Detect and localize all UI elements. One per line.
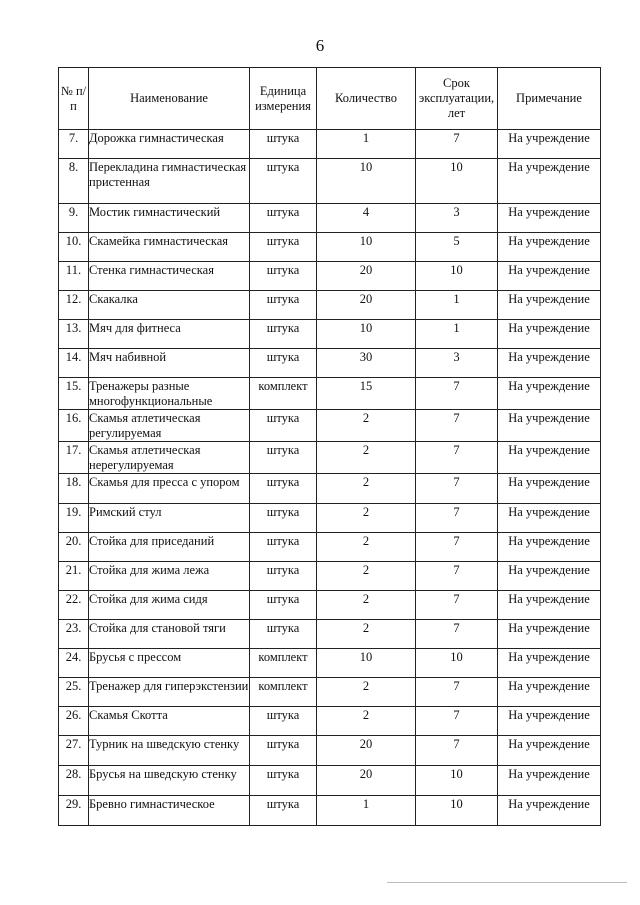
- cell-row-number: 28.: [59, 766, 89, 796]
- cell-service-life: 7: [416, 130, 498, 159]
- cell-row-number: 26.: [59, 707, 89, 736]
- table-row: [59, 766, 601, 796]
- table-row: [59, 649, 601, 678]
- table-row: [59, 378, 601, 410]
- cell-note: На учреждение: [498, 159, 601, 204]
- footer-divider: [387, 882, 627, 883]
- cell-quantity: 2: [317, 533, 416, 562]
- table-row: [59, 159, 601, 204]
- cell-unit: штука: [250, 562, 317, 591]
- cell-row-number: 20.: [59, 533, 89, 562]
- cell-service-life: 1: [416, 320, 498, 349]
- table-row: [59, 796, 601, 826]
- cell-service-life: 3: [416, 349, 498, 378]
- column-header-service-life: Срок эксплуатации, лет: [416, 68, 498, 130]
- cell-row-number: 13.: [59, 320, 89, 349]
- cell-unit: штука: [250, 233, 317, 262]
- cell-row-number: 8.: [59, 159, 89, 204]
- cell-unit: штука: [250, 130, 317, 159]
- cell-row-number: 9.: [59, 204, 89, 233]
- table-row: [59, 349, 601, 378]
- table-row: [59, 233, 601, 262]
- cell-unit: штука: [250, 474, 317, 504]
- cell-service-life: 10: [416, 796, 498, 826]
- cell-unit: штука: [250, 262, 317, 291]
- column-header-quantity: Количество: [317, 68, 416, 130]
- table-row: [59, 130, 601, 159]
- cell-note: На учреждение: [498, 796, 601, 826]
- cell-row-number: 7.: [59, 130, 89, 159]
- cell-quantity: 15: [317, 378, 416, 410]
- cell-note: На учреждение: [498, 766, 601, 796]
- cell-unit: штука: [250, 620, 317, 649]
- cell-note: На учреждение: [498, 533, 601, 562]
- cell-row-number: 21.: [59, 562, 89, 591]
- cell-unit: штука: [250, 707, 317, 736]
- table-row: [59, 291, 601, 320]
- cell-row-number: 18.: [59, 474, 89, 504]
- cell-item-name: Перекладина гимнастическая пристенная: [89, 159, 250, 204]
- cell-quantity: 2: [317, 442, 416, 474]
- cell-item-name: Римский стул: [89, 504, 250, 533]
- cell-service-life: 7: [416, 533, 498, 562]
- cell-unit: штука: [250, 591, 317, 620]
- cell-note: На учреждение: [498, 291, 601, 320]
- cell-quantity: 2: [317, 620, 416, 649]
- cell-unit: комплект: [250, 378, 317, 410]
- table-row: [59, 533, 601, 562]
- cell-row-number: 14.: [59, 349, 89, 378]
- table-row: [59, 204, 601, 233]
- cell-quantity: 10: [317, 649, 416, 678]
- cell-note: На учреждение: [498, 130, 601, 159]
- cell-row-number: 25.: [59, 678, 89, 707]
- cell-quantity: 4: [317, 204, 416, 233]
- cell-item-name: Мяч для фитнеса: [89, 320, 250, 349]
- cell-quantity: 10: [317, 233, 416, 262]
- column-header-note: Примечание: [498, 68, 601, 130]
- cell-note: На учреждение: [498, 562, 601, 591]
- cell-item-name: Тренажер для гиперэкстензии: [89, 678, 250, 707]
- cell-quantity: 2: [317, 562, 416, 591]
- cell-row-number: 24.: [59, 649, 89, 678]
- cell-quantity: 2: [317, 678, 416, 707]
- cell-item-name: Скамья атлетическая регулируемая: [89, 410, 250, 442]
- cell-unit: штука: [250, 504, 317, 533]
- cell-note: На учреждение: [498, 349, 601, 378]
- cell-item-name: Брусья на шведскую стенку: [89, 766, 250, 796]
- cell-note: На учреждение: [498, 320, 601, 349]
- cell-note: На учреждение: [498, 474, 601, 504]
- column-header-number: № п/п: [59, 68, 89, 130]
- cell-item-name: Стойка для приседаний: [89, 533, 250, 562]
- table-row: [59, 736, 601, 766]
- cell-quantity: 2: [317, 410, 416, 442]
- cell-unit: штука: [250, 204, 317, 233]
- cell-unit: комплект: [250, 649, 317, 678]
- cell-service-life: 10: [416, 262, 498, 291]
- cell-service-life: 7: [416, 410, 498, 442]
- cell-quantity: 2: [317, 707, 416, 736]
- cell-service-life: 7: [416, 474, 498, 504]
- cell-item-name: Скамья атлетическая нерегулируемая: [89, 442, 250, 474]
- cell-note: На учреждение: [498, 410, 601, 442]
- cell-item-name: Мостик гимнастический: [89, 204, 250, 233]
- table-row: [59, 678, 601, 707]
- cell-service-life: 1: [416, 291, 498, 320]
- cell-service-life: 10: [416, 159, 498, 204]
- cell-unit: штука: [250, 349, 317, 378]
- cell-item-name: Скакалка: [89, 291, 250, 320]
- cell-service-life: 7: [416, 620, 498, 649]
- cell-unit: комплект: [250, 678, 317, 707]
- cell-item-name: Скамейка гимнастическая: [89, 233, 250, 262]
- cell-service-life: 7: [416, 678, 498, 707]
- cell-quantity: 2: [317, 474, 416, 504]
- cell-row-number: 16.: [59, 410, 89, 442]
- cell-note: На учреждение: [498, 442, 601, 474]
- cell-item-name: Дорожка гимнастическая: [89, 130, 250, 159]
- cell-service-life: 7: [416, 736, 498, 766]
- cell-note: На учреждение: [498, 504, 601, 533]
- cell-row-number: 10.: [59, 233, 89, 262]
- cell-unit: штука: [250, 410, 317, 442]
- cell-row-number: 19.: [59, 504, 89, 533]
- cell-quantity: 20: [317, 262, 416, 291]
- cell-quantity: 20: [317, 766, 416, 796]
- cell-item-name: Турник на шведскую стенку: [89, 736, 250, 766]
- cell-service-life: 7: [416, 504, 498, 533]
- table-header-row: [59, 68, 601, 130]
- cell-note: На учреждение: [498, 678, 601, 707]
- cell-note: На учреждение: [498, 591, 601, 620]
- cell-service-life: 10: [416, 766, 498, 796]
- cell-service-life: 10: [416, 649, 498, 678]
- cell-row-number: 11.: [59, 262, 89, 291]
- column-header-name: Наименование: [89, 68, 250, 130]
- page-number: 6: [315, 36, 325, 55]
- table-row: [59, 562, 601, 591]
- cell-note: На учреждение: [498, 649, 601, 678]
- cell-note: На учреждение: [498, 262, 601, 291]
- equipment-table: [58, 67, 601, 826]
- cell-row-number: 22.: [59, 591, 89, 620]
- cell-item-name: Скамья для пресса с упором: [89, 474, 250, 504]
- cell-item-name: Мяч набивной: [89, 349, 250, 378]
- cell-note: На учреждение: [498, 736, 601, 766]
- cell-quantity: 10: [317, 159, 416, 204]
- table-row: [59, 262, 601, 291]
- cell-note: На учреждение: [498, 233, 601, 262]
- cell-item-name: Стойка для жима лежа: [89, 562, 250, 591]
- cell-service-life: 7: [416, 707, 498, 736]
- cell-unit: штука: [250, 533, 317, 562]
- cell-note: На учреждение: [498, 378, 601, 410]
- table-row: [59, 620, 601, 649]
- table-row: [59, 707, 601, 736]
- cell-quantity: 30: [317, 349, 416, 378]
- cell-note: На учреждение: [498, 620, 601, 649]
- cell-item-name: Скамья Скотта: [89, 707, 250, 736]
- cell-item-name: Стенка гимнастическая: [89, 262, 250, 291]
- table-row: [59, 442, 601, 474]
- cell-row-number: 17.: [59, 442, 89, 474]
- table-row: [59, 474, 601, 504]
- cell-row-number: 12.: [59, 291, 89, 320]
- cell-item-name: Бревно гимнастическое: [89, 796, 250, 826]
- cell-quantity: 20: [317, 291, 416, 320]
- cell-service-life: 7: [416, 562, 498, 591]
- cell-quantity: 2: [317, 504, 416, 533]
- cell-row-number: 29.: [59, 796, 89, 826]
- cell-unit: штука: [250, 766, 317, 796]
- cell-quantity: 10: [317, 320, 416, 349]
- column-header-unit: Единица измерения: [250, 68, 317, 130]
- cell-quantity: 1: [317, 796, 416, 826]
- table-row: [59, 504, 601, 533]
- cell-quantity: 2: [317, 591, 416, 620]
- table-row: [59, 320, 601, 349]
- cell-quantity: 1: [317, 130, 416, 159]
- cell-service-life: 7: [416, 442, 498, 474]
- cell-row-number: 27.: [59, 736, 89, 766]
- cell-unit: штука: [250, 736, 317, 766]
- cell-note: На учреждение: [498, 707, 601, 736]
- table-row: [59, 591, 601, 620]
- cell-quantity: 20: [317, 736, 416, 766]
- cell-unit: штука: [250, 291, 317, 320]
- cell-unit: штука: [250, 320, 317, 349]
- cell-service-life: 7: [416, 378, 498, 410]
- cell-service-life: 3: [416, 204, 498, 233]
- cell-item-name: Стойка для жима сидя: [89, 591, 250, 620]
- cell-item-name: Брусья с прессом: [89, 649, 250, 678]
- cell-note: На учреждение: [498, 204, 601, 233]
- table-row: [59, 410, 601, 442]
- cell-service-life: 5: [416, 233, 498, 262]
- cell-row-number: 23.: [59, 620, 89, 649]
- cell-item-name: Тренажеры разные многофункциональные: [89, 378, 250, 410]
- cell-item-name: Стойка для становой тяги: [89, 620, 250, 649]
- cell-row-number: 15.: [59, 378, 89, 410]
- cell-unit: штука: [250, 159, 317, 204]
- cell-unit: штука: [250, 442, 317, 474]
- cell-unit: штука: [250, 796, 317, 826]
- cell-service-life: 7: [416, 591, 498, 620]
